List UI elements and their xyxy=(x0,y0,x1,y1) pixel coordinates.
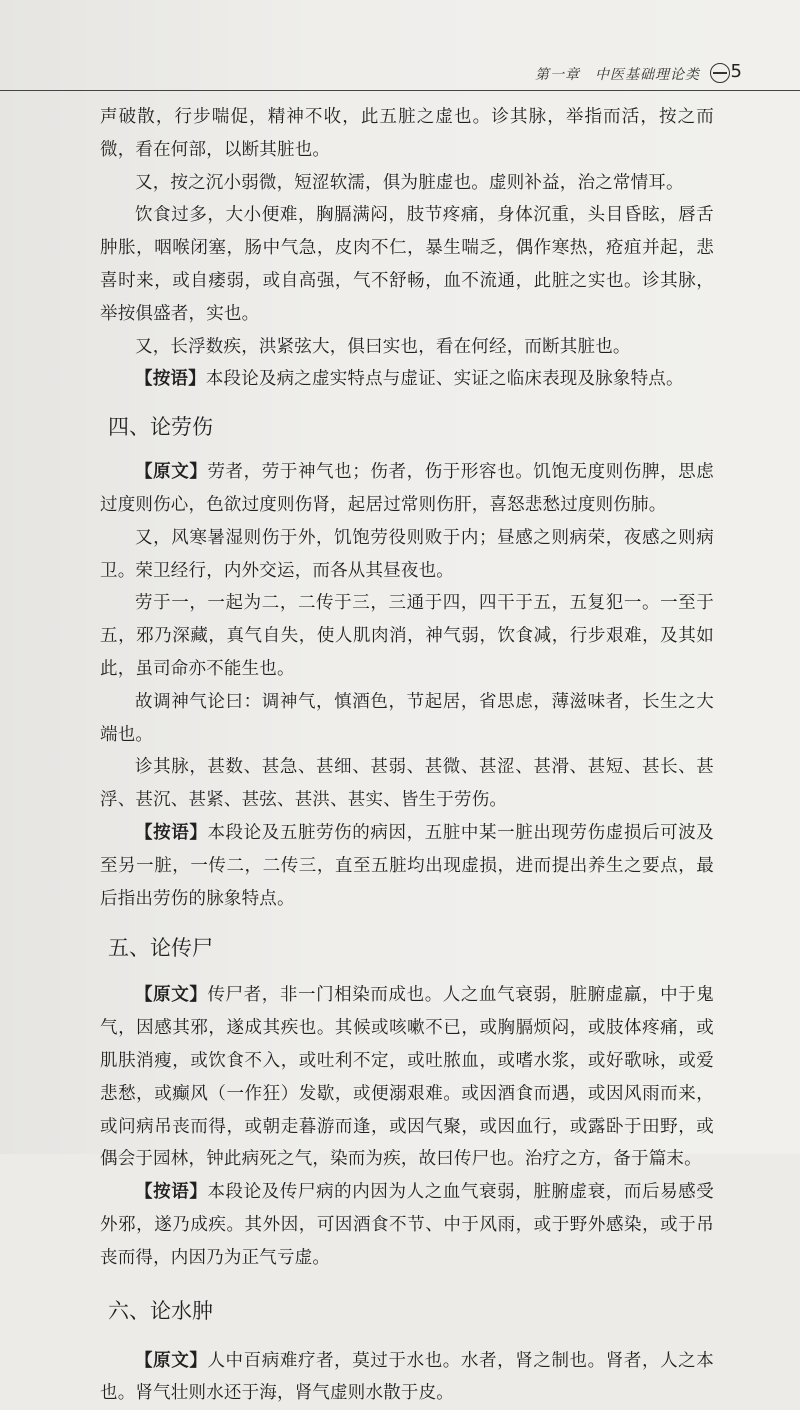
source-text: 传尸者，非一门相染而成也。人之血气衰弱，脏腑虚羸，中于鬼气，因感其邪，遂成其疾也。其候或咳嗽不已，或胸膈烦闷，或肢体疼痛，或肌肤消瘦，或饮食不入，或吐利不定，或吐脓血，或嗜水浆，或好歌咏，或爱悲愁，或癫风（一作狂）发歇，或便溺艰难。或因酒食而遇，或因风雨而来，或问病吊丧而得，或朝走暮游而逢，或因气聚，或因血行，或露卧于田野，或偶会于园林，钟此病死之气，染而为疾，故曰传尸也。治疗之方，备于篇末。 xyxy=(100,985,714,1169)
paragraph: 故调神气论曰：调神气，慎酒色，节起居，省思虑，薄滋味者，长生之大端也。 xyxy=(100,686,714,752)
commentary-text: 本段论及传尸病的内因为人之血气衰弱，脏腑虚衰，而后易感受外邪，遂乃成疾。其外因，可因酒食不节、中于风雨，或于野外感染，或于吊丧而得，内因乃为正气亏虚。 xyxy=(100,1182,714,1268)
commentary-label: 【按语】 xyxy=(135,369,206,389)
body-text xyxy=(100,101,714,1410)
commentary-paragraph xyxy=(100,1176,714,1274)
commentary-label: 【按语】 xyxy=(135,823,207,843)
commentary-text: 本段论及五脏劳伤的病因，五脏中某一脏出现劳伤虚损后可波及至另一脏，一传二，二传三，直至五脏均出现虚损，进而提出养生之要点，最后指出劳伤的脉象特点。 xyxy=(100,823,714,909)
section-heading: 四、论劳伤 xyxy=(100,411,213,441)
commentary-label: 【按语】 xyxy=(135,1182,207,1202)
source-paragraph xyxy=(100,456,714,522)
paragraph: 诊其脉，甚数、甚急、甚细、甚弱、甚微、甚涩、甚滑、甚短、甚长、甚浮、甚沉、甚紧、甚弦、甚洪、甚实、皆生于劳伤。 xyxy=(100,751,714,817)
source-text: 人中百病难疗者，莫过于水也。水者，肾之制也。肾者，人之本也。肾气壮则水还于海，肾气虚则水散于皮。 xyxy=(100,1351,714,1404)
paragraph: 饮食过多，大小便难，胸膈满闷，肢节疼痛，身体沉重，头目昏眩，唇舌肿胀，咽喉闭塞，肠中气急，皮肉不仁，暴生喘乏，偶作寒热，疮疽并起，悲喜时来，或自痿弱，或自高强，气不舒畅，血不流通，此脏之实也。诊其脉，举按俱盛者，实也。 xyxy=(100,199,714,330)
section-heading: 六、论水肿 xyxy=(100,1295,213,1325)
source-paragraph xyxy=(100,979,714,1176)
source-label: 【原文】 xyxy=(135,462,207,482)
chapter-title: 第一章 中医基础理论类 xyxy=(535,64,700,84)
source-paragraph xyxy=(100,1345,714,1410)
chapter-marker-icon xyxy=(710,63,730,83)
commentary-paragraph xyxy=(100,363,714,396)
paragraph: 又，长浮数疾，洪紧弦大，俱曰实也，看在何经，而断其脏也。 xyxy=(100,331,714,364)
paragraph: 又，风寒暑湿则伤于外，饥饱劳役则败于内；昼感之则病荣，夜感之则病卫。荣卫经行，内外交运，而各从其昼夜也。 xyxy=(100,522,714,588)
source-label: 【原文】 xyxy=(135,1351,207,1371)
paragraph: 又，按之沉小弱微，短涩软濡，俱为脏虚也。虚则补益，治之常情耳。 xyxy=(100,167,714,200)
commentary-text: 本段论及病之虚实特点与虚证、实证之临床表现及脉象特点。 xyxy=(206,369,684,389)
source-label: 【原文】 xyxy=(135,985,207,1005)
source-text: 劳者，劳于神气也；伤者，伤于形容也。饥饱无度则伤脾，思虑过度则伤心，色欲过度则伤肾，起居过常则伤肝，喜怒悲愁过度则伤肺。 xyxy=(100,462,714,515)
running-header xyxy=(0,60,800,91)
paragraph: 声破散，行步喘促，精神不收，此五脏之虚也。诊其脉，举指而活，按之而微，看在何部，以断其脏也。 xyxy=(100,101,714,167)
paragraph: 劳于一，一起为二，二传于三，三通于四，四干于五，五复犯一。一至于五，邪乃深藏，真气自失，使人肌肉消，神气弱，饮食减，行步艰难，及其如此，虽司命亦不能生也。 xyxy=(100,587,714,685)
page-number: 5 xyxy=(731,61,742,82)
commentary-paragraph xyxy=(100,817,714,915)
section-heading: 五、论传尸 xyxy=(100,932,213,962)
